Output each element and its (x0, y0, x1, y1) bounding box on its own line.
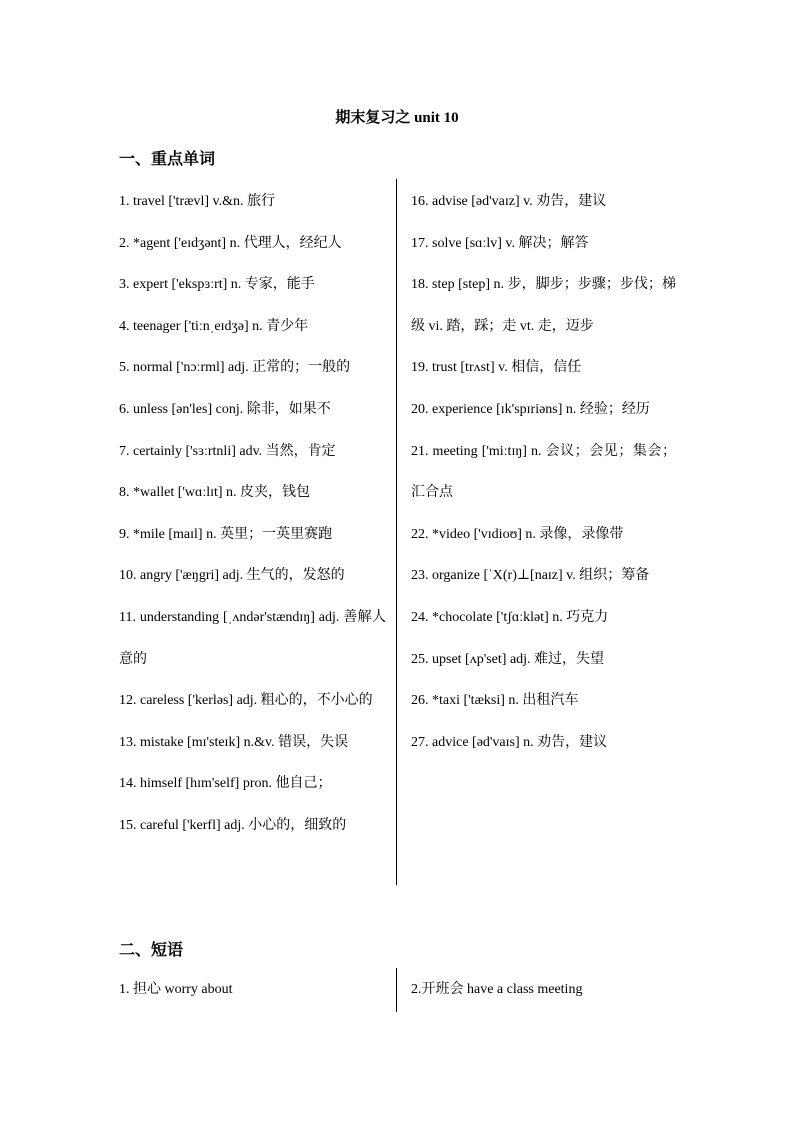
vocab-entry: 20. experience [ɪk'spɪriəns] n. 经验；经历 (411, 401, 650, 417)
vocab-entry: 14. himself [hɪm'self] pron. 他自己； (119, 776, 332, 792)
vocab-entry: 12. careless ['kerləs] adj. 粗心的，不小心的 (119, 693, 373, 709)
vocab-entry: 8. *wallet ['wɑːlɪt] n. 皮夹，钱包 (119, 485, 311, 501)
vocab-entry: 25. upset [ʌp'set] adj. 难过，失望 (411, 651, 605, 667)
column-divider (396, 968, 397, 1012)
vocab-entry: 27. advice [əd'vaɪs] n. 劝告，建议 (411, 734, 608, 750)
vocab-entry: 1. travel ['trævl] v.&n. 旅行 (119, 194, 275, 209)
page-title: 期末复习之 unit 10 (335, 110, 459, 126)
vocab-entry: 13. mistake [mɪ'steɪk] n.&v. 错误，失误 (119, 734, 349, 750)
vocab-entry: 4. teenager ['tiːnˌeɪdʒə] n. 青少年 (119, 318, 309, 334)
vocab-entry: 26. *taxi ['tæksi] n. 出租汽车 (411, 693, 579, 709)
vocab-entry: 6. unless [ən'les] conj. 除非，如果不 (119, 401, 331, 417)
vocab-entry: 23. organize [ˈX(r)⊥[naɪz] v. 组织；筹备 (411, 568, 650, 584)
section-heading-vocabulary: 一、重点单词 (119, 151, 216, 168)
vocab-entry: 15. careful ['kerfl] adj. 小心的，细致的 (119, 817, 347, 833)
vocab-entry: 16. advise [əd'vaɪz] v. 劝告，建议 (411, 194, 607, 209)
phrase-list (119, 968, 679, 1012)
vocab-entry: 9. *mile [maɪl] n. 英里；一英里赛跑 (119, 526, 333, 542)
vocab-entry: 24. *chocolate ['tʃɑːklət] n. 巧克力 (411, 609, 609, 625)
vocab-entry: 19. trust [trʌst] v. 相信，信任 (411, 360, 582, 376)
phrase-entry: 2.开班会 have a class meeting (411, 982, 583, 997)
phrase-entry: 1. 担心 worry about (119, 982, 233, 997)
vocab-entry: 10. angry ['æŋgri] adj. 生气的，发怒的 (119, 568, 345, 584)
vocab-entry: 11. understanding [ˌʌndər'stændɪŋ] adj. 善解人意的 (119, 609, 386, 667)
vocab-entry: 22. *video ['vɪdioʊ] n. 录像，录像带 (411, 526, 624, 542)
column-divider (396, 179, 397, 885)
vocab-entry: 2. *agent ['eɪdʒənt] n. 代理人，经纪人 (119, 235, 342, 251)
vocab-entry: 3. expert ['ekspɜːrt] n. 专家，能手 (119, 277, 315, 293)
vocabulary-column-right (411, 181, 676, 885)
vocabulary-column-left (119, 181, 386, 885)
vocab-entry: 7. certainly ['sɜːrtnli] adv. 当然，肯定 (119, 443, 336, 459)
vocabulary-list (119, 181, 677, 885)
vocab-entry: 17. solve [sɑːlv] v. 解决；解答 (411, 235, 589, 251)
section-heading-phrases: 二、短语 (119, 942, 184, 959)
vocab-entry: 5. normal ['nɔːrml] adj. 正常的；一般的 (119, 360, 351, 376)
vocab-entry: 21. meeting ['miːtɪŋ] n. 会议；会见；集会；汇合点 (411, 443, 676, 501)
vocab-entry: 18. step [step] n. 步，脚步；步骤；步伐；梯级 vi. 踏，踩；走 vt. 走，迈步 (411, 277, 676, 334)
